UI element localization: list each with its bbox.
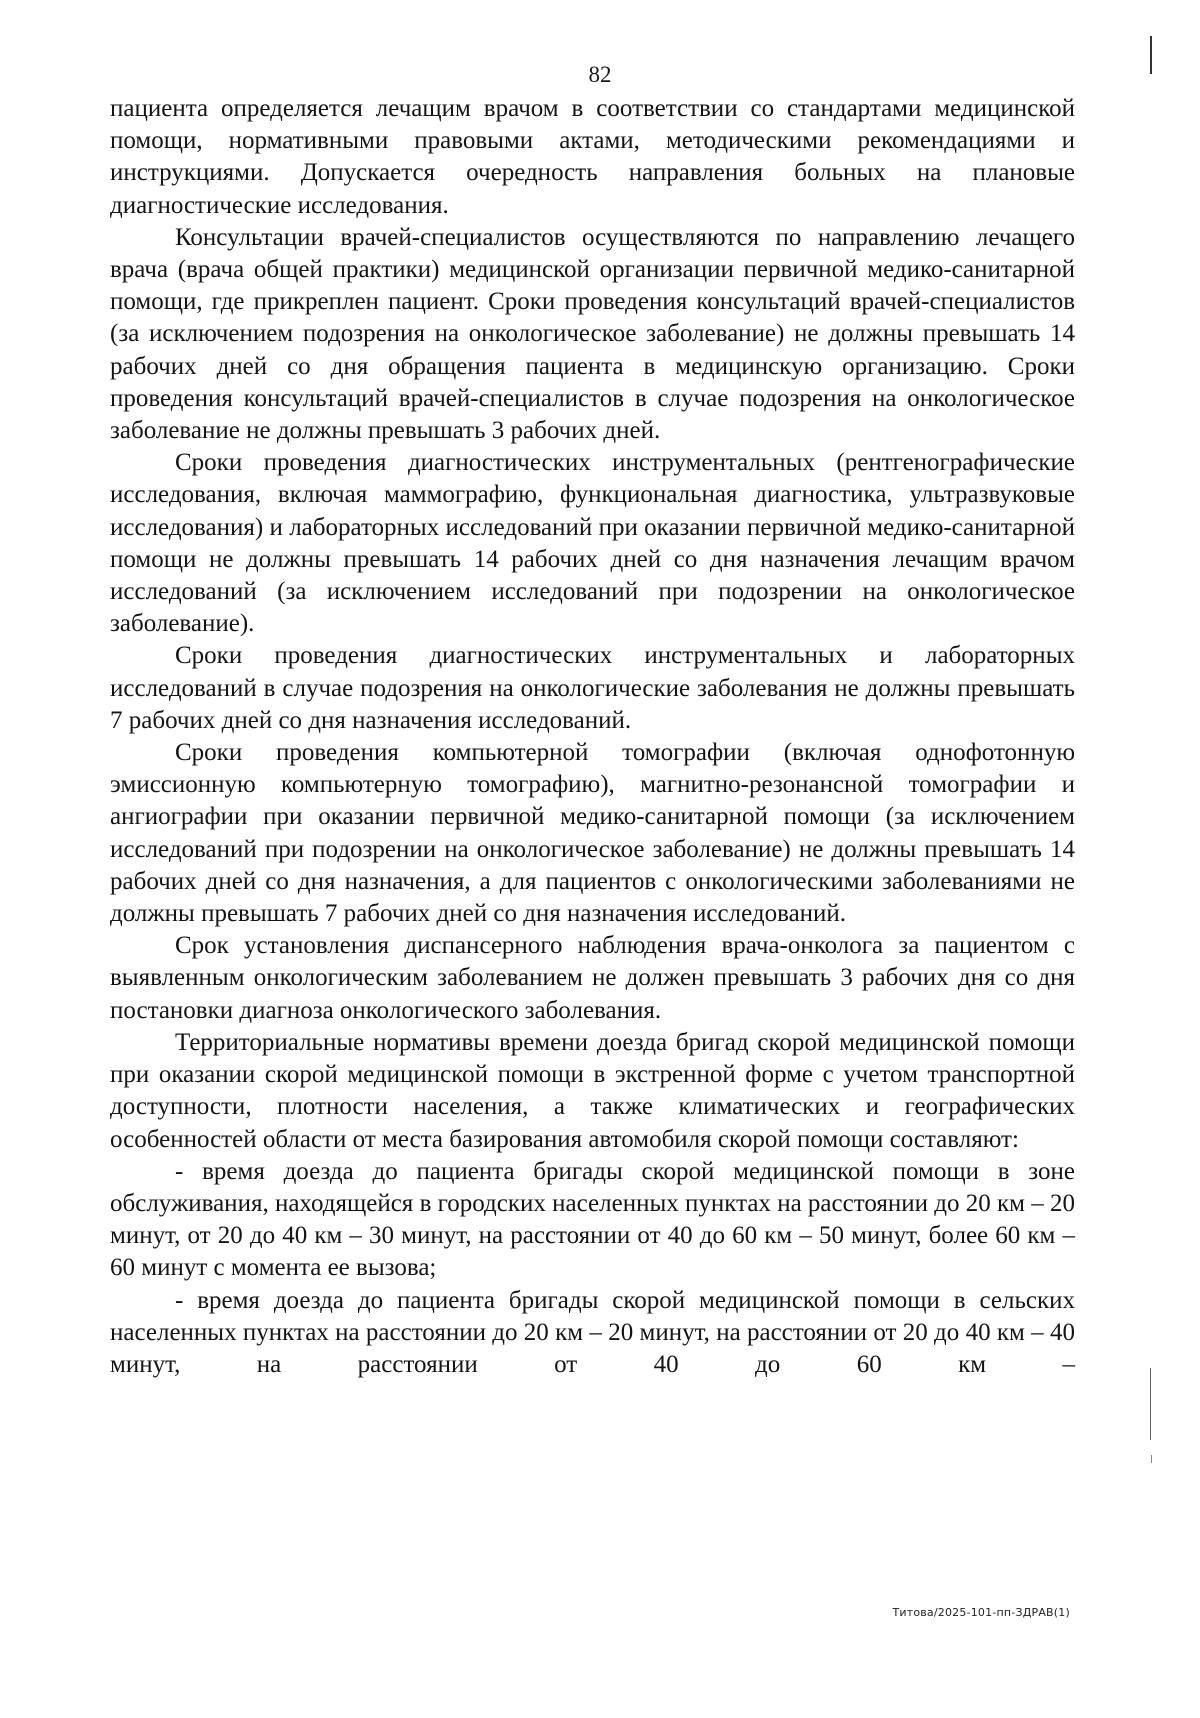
- margin-mark: [1151, 1455, 1152, 1463]
- list-item-urban: - время доезда до пациента бригады скорой медицинской помощи в зоне обслуживания, находящейся в городских населенных пунктах на расстоянии до 20 км – 20 минут, от 20 до 40 км – 30 минут, на расстоянии от 40 до 60 км – 50 минут, более 60 км – 60 минут с момента ее вызова;: [110, 1157, 1075, 1282]
- document-body: [110, 93, 1075, 1381]
- paragraph-3: Сроки проведения диагностических инструментальных (рентгенографические исследования, включая маммографию, функциональная диагностика, ультразвуковые исследования) и лабораторных исследований при оказании первичной медико-санитарной помощи не должны превышать 14 рабочих дней со дня назначения лечащим врачом исследований (за исключением исследований при подозрении на онкологическое заболевание).: [110, 449, 1075, 638]
- paragraph-7: Территориальные нормативы времени доезда бригад скорой медицинской помощи при оказании скорой медицинской помощи в экстренной форме с учетом транспортной доступности, плотности населения, а также климатических и географических особенностей области от места базирования автомобиля скорой помощи составляют:: [110, 1028, 1075, 1153]
- list-item-rural: - время доезда до пациента бригады скорой медицинской помощи в сельских населенных пунктах на расстоянии до 20 км – 20 минут, на расстоянии от 20 до 40 км – 40 минут, на расстоянии от 40 до 60 км –: [110, 1286, 1075, 1378]
- margin-mark: [1150, 1368, 1151, 1440]
- paragraph-1: пациента определяется лечащим врачом в соответствии со стандартами медицинской помощи, нормативными правовыми актами, методическими рекомендациями и инструкциями. Допускается очередность направления больных на плановые диагностические исследования.: [110, 95, 1075, 219]
- page-number: 82: [588, 62, 612, 87]
- paragraph-6: Срок установления диспансерного наблюдения врача-онколога за пациентом с выявленным онкологическим заболеванием не должен превышать 3 рабочих дня со дня постановки диагноза онкологического заболевания.: [110, 932, 1075, 1024]
- paragraph-5: Сроки проведения компьютерной томографии (включая однофотонную эмиссионную компьютерную томографию), магнитно-резонансной томографии и ангиографии при оказании первичной медико-санитарной помощи (за исключением исследований при подозрении на онкологическое заболевание) не должны превышать 14 рабочих дней со дня назначения, а для пациентов с онкологическими заболеваниями не должны превышать 7 рабочих дней со дня назначения исследований.: [110, 739, 1075, 928]
- document-footer-code: Титова/2025-101-пп-ЗДРАВ(1): [892, 1606, 1070, 1619]
- paragraph-4: Сроки проведения диагностических инструментальных и лабораторных исследований в случае подозрения на онкологические заболевания не должны превышать 7 рабочих дней со дня назначения исследований.: [110, 642, 1075, 734]
- paragraph-2: Консультации врачей-специалистов осуществляются по направлению лечащего врача (врача общей практики) медицинской организации первичной медико-санитарной помощи, где прикреплен пациент. Сроки проведения консультаций врачей-специалистов (за исключением подозрения на онкологическое заболевание) не должны превышать 14 рабочих дней со дня обращения пациента в медицинскую организацию. Сроки проведения консультаций врачей-специалистов в случае подозрения на онкологическое заболевание не должны превышать 3 рабочих дней.: [110, 223, 1075, 445]
